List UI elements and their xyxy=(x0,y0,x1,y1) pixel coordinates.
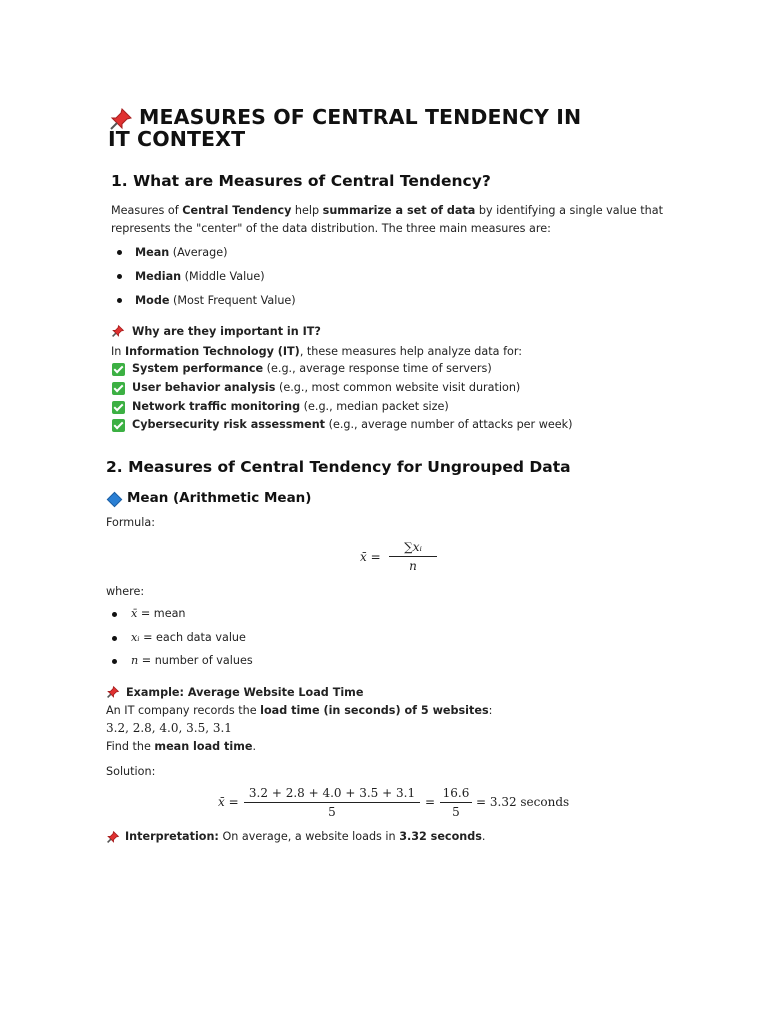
solution-lhs: x̄ = xyxy=(218,795,239,809)
list-item: xᵢ = each data value xyxy=(131,631,246,644)
find-text: Find the mean load time. xyxy=(106,740,257,753)
list-item: Mode (Most Frequent Value) xyxy=(135,294,296,307)
where-label: where: xyxy=(106,585,145,598)
list-item: Median (Middle Value) xyxy=(135,270,265,283)
list-item: Cybersecurity risk assessment (e.g., average number of attacks per week) xyxy=(132,418,573,431)
checkmark-icon xyxy=(112,401,125,414)
solution-label: Solution: xyxy=(106,765,156,778)
checkmark-icon xyxy=(112,419,125,432)
list-item: User behavior analysis (e.g., most common website visit duration) xyxy=(132,381,521,394)
pushpin-icon xyxy=(106,830,120,844)
list-item: n = number of values xyxy=(131,654,253,667)
intro-line-1: Measures of Central Tendency help summarize a set of data by identifying a single value that xyxy=(111,204,663,217)
solution-result: = 3.32 seconds xyxy=(476,795,570,809)
pushpin-icon xyxy=(111,324,125,338)
intro-line-2: represents the "center" of the data distribution. The three main measures are: xyxy=(111,222,551,235)
bullet-icon xyxy=(112,636,117,641)
solution-fraction-2: 16.6 5 xyxy=(440,786,472,819)
interpretation-text: Interpretation: On average, a website loads in 3.32 seconds. xyxy=(125,830,486,843)
mean-heading: Mean (Arithmetic Mean) xyxy=(127,490,312,506)
list-item: Mean (Average) xyxy=(135,246,228,259)
bullet-icon xyxy=(117,298,122,303)
example-heading: Example: Average Website Load Time xyxy=(126,686,364,699)
example-values: 3.2, 2.8, 4.0, 3.5, 3.1 xyxy=(106,721,232,735)
checkmark-icon xyxy=(112,382,125,395)
list-item: x̄ = mean xyxy=(131,607,186,620)
bullet-icon xyxy=(117,250,122,255)
list-item: System performance (e.g., average response time of servers) xyxy=(132,362,492,375)
example-text: An IT company records the load time (in seconds) of 5 websites: xyxy=(106,704,493,717)
formula-lhs: x̄ = xyxy=(360,550,381,564)
page-title-line2: IT CONTEXT xyxy=(108,127,246,151)
bullet-icon xyxy=(112,612,117,617)
solution-fraction-1: 3.2 + 2.8 + 4.0 + 3.5 + 3.1 5 xyxy=(244,786,420,819)
list-item: Network traffic monitoring (e.g., median packet size) xyxy=(132,400,449,413)
why-intro: In Information Technology (IT), these measures help analyze data for: xyxy=(111,345,523,358)
pushpin-icon xyxy=(106,685,120,699)
page-title: MEASURES OF CENTRAL TENDENCY IN xyxy=(139,105,582,129)
bullet-icon xyxy=(117,274,122,279)
checkmark-icon xyxy=(112,363,125,376)
formula-label: Formula: xyxy=(106,516,156,529)
formula-fraction: ∑xᵢ n xyxy=(389,540,437,573)
section-heading-2: 2. Measures of Central Tendency for Ungrouped Data xyxy=(106,458,571,476)
solution-equals: = xyxy=(425,795,436,809)
why-heading: Why are they important in IT? xyxy=(132,325,321,338)
section-heading-1: 1. What are Measures of Central Tendency? xyxy=(111,172,491,190)
blue-diamond-icon xyxy=(107,492,123,508)
bullet-icon xyxy=(112,659,117,664)
